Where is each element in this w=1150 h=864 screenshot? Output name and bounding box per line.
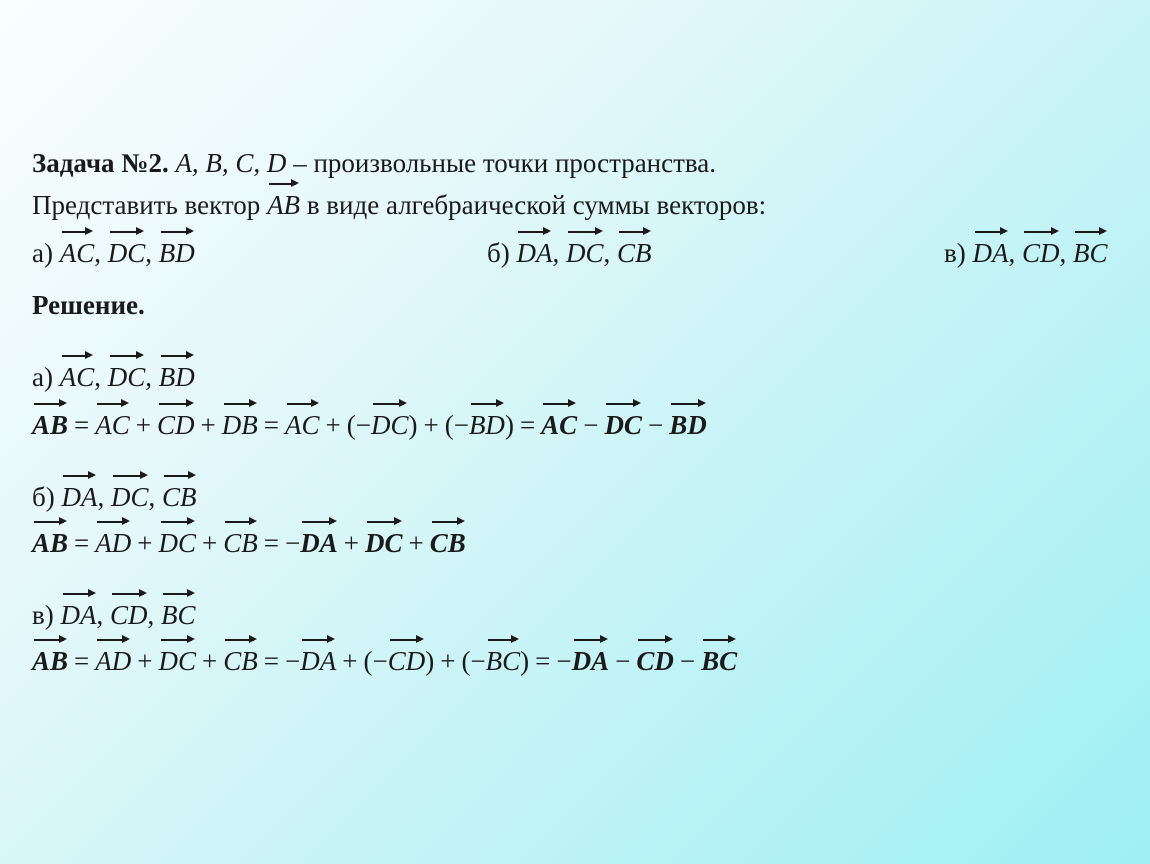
vector: CB bbox=[617, 234, 652, 270]
solution-c-equation: AB = AD + DC + CB = −DA + (−CD) + (−BC) = −DA − CD − BC bbox=[32, 642, 737, 678]
vector: DC bbox=[566, 234, 604, 270]
task-line2-suffix: в виде алгебраической суммы векторов: bbox=[306, 190, 767, 220]
task-points: A, B, C, D bbox=[175, 148, 287, 178]
vector: CD bbox=[110, 596, 148, 632]
task-title: Задача №2. bbox=[32, 148, 169, 178]
vector: DA bbox=[516, 234, 552, 270]
task-description: произвольные точки пространства. bbox=[313, 148, 717, 178]
vector: DC bbox=[108, 234, 146, 270]
task-line-1 bbox=[32, 146, 716, 180]
vector: AC bbox=[60, 358, 95, 394]
vector: DA bbox=[300, 524, 338, 560]
vector-ab: AB bbox=[267, 186, 300, 222]
vector: BC bbox=[701, 642, 737, 678]
vector: DC bbox=[604, 406, 642, 442]
solution-b-equation: AB = AD + DC + CB = −DA + DC + CB bbox=[32, 524, 466, 560]
solution-c-header: в) DA, CD, BC bbox=[32, 596, 196, 632]
vector: CB bbox=[223, 524, 258, 560]
vector: DC bbox=[365, 524, 403, 560]
option-label: а) bbox=[32, 362, 53, 392]
vector: CD bbox=[636, 642, 674, 678]
vector: AC bbox=[285, 406, 320, 442]
task-dash: – bbox=[293, 148, 307, 178]
vector: DC bbox=[159, 524, 197, 560]
vector: DC bbox=[111, 478, 149, 514]
task-option-b: б) DA, DC, CB bbox=[487, 234, 652, 270]
vector: AB bbox=[32, 524, 68, 560]
vector: DB bbox=[222, 406, 258, 442]
vector: AD bbox=[95, 642, 131, 678]
vector: AB bbox=[32, 406, 68, 442]
vector: CD bbox=[388, 642, 426, 678]
vector: BD bbox=[669, 406, 707, 442]
vector: AD bbox=[95, 524, 131, 560]
vector: DC bbox=[159, 642, 197, 678]
vector: DA bbox=[61, 596, 97, 632]
vector: DC bbox=[371, 406, 409, 442]
vector: AC bbox=[60, 234, 95, 270]
option-label: в) bbox=[32, 600, 54, 630]
option-label: в) bbox=[944, 238, 966, 268]
task-line-2 bbox=[32, 186, 766, 222]
vector: CD bbox=[1022, 234, 1060, 270]
vector: CB bbox=[430, 524, 466, 560]
vector: CD bbox=[157, 406, 195, 442]
vector: BC bbox=[161, 596, 196, 632]
vector: AC bbox=[541, 406, 577, 442]
vector: BC bbox=[486, 642, 521, 678]
vector: DA bbox=[572, 642, 610, 678]
vector: BD bbox=[159, 234, 195, 270]
vector: BD bbox=[159, 358, 195, 394]
solution-heading: Решение. bbox=[32, 290, 145, 320]
solution-a-header: а) AC, DC, BD bbox=[32, 358, 195, 394]
solution-a-equation: AB = AC + CD + DB = AC + (−DC) + (−BD) = AC − DC − BD bbox=[32, 406, 707, 442]
option-label: б) bbox=[487, 238, 510, 268]
vector: CB bbox=[162, 478, 197, 514]
vector: DC bbox=[108, 358, 146, 394]
vector: DA bbox=[973, 234, 1009, 270]
vector: BD bbox=[469, 406, 505, 442]
vector: BC bbox=[1073, 234, 1108, 270]
option-label: б) bbox=[32, 482, 55, 512]
vector: AB bbox=[32, 642, 68, 678]
solution-b-header: б) DA, DC, CB bbox=[32, 478, 197, 514]
task-option-c: в) DA, CD, BC bbox=[944, 234, 1108, 270]
option-label: а) bbox=[32, 238, 53, 268]
vector: AC bbox=[95, 406, 130, 442]
task-line2-prefix: Представить вектор bbox=[32, 190, 261, 220]
vector: DA bbox=[61, 478, 97, 514]
vector: CB bbox=[223, 642, 258, 678]
vector: DA bbox=[300, 642, 336, 678]
task-option-a: а) AC, DC, BD bbox=[32, 234, 195, 270]
